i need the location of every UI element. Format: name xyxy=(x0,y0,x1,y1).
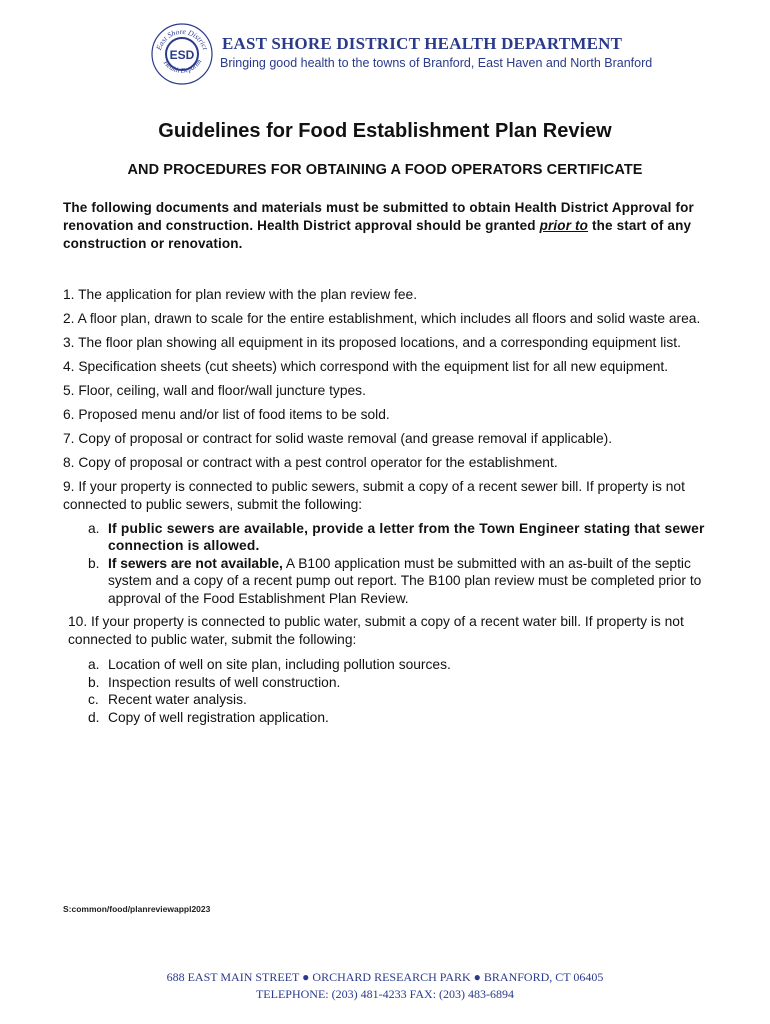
list-item-4: 4. Specification sheets (cut sheets) which correspond with the equipment list for all new equipment. xyxy=(63,359,669,374)
list-item-1: 1. The application for plan review with the plan review fee. xyxy=(63,287,418,302)
sub-item-9a xyxy=(63,520,723,555)
list-item-5: 5. Floor, ceiling, wall and floor/wall juncture types. xyxy=(63,383,366,398)
item-10-sublist xyxy=(63,656,723,726)
item-9-sublist xyxy=(63,520,723,608)
page-title: Guidelines for Food Establishment Plan Review xyxy=(158,120,612,142)
sub-marker: a. xyxy=(88,520,100,536)
list-item-9: 9. If your property is connected to public sewers, submit a copy of a recent sewer bill. If property is not connected to public sewers, submit the following: xyxy=(63,479,685,512)
list-item-7: 7. Copy of proposal or contract for solid waste removal (and grease removal if applicable). xyxy=(63,431,613,446)
svg-text:Health Department: Health Departm xyxy=(161,57,204,75)
list-item-10: 10. If your property is connected to public water, submit a copy of a recent water bill. If property is not connected to public water, submit the following: xyxy=(68,614,684,647)
health-department-seal-icon xyxy=(150,22,214,86)
intro-emphasis: prior to xyxy=(539,218,589,233)
file-reference: S:common/food/planreviewappl2023 xyxy=(63,904,211,914)
sub-item-9b xyxy=(63,555,723,608)
svg-text:East Shore District: East Shore District xyxy=(154,26,210,52)
seal-monogram: ESD xyxy=(169,48,195,62)
sub-text: If public sewers are available, provide a letter from the Town Engineer stating that sewer connection is allowed. xyxy=(108,520,705,553)
footer-address: 688 EAST MAIN STREET ● ORCHARD RESEARCH PARK ● BRANFORD, CT 06405 xyxy=(166,970,604,984)
sub-marker: a. xyxy=(88,657,100,672)
intro-text-1: The following documents and materials must be submitted to obtain Health District Approval for renovation and construction. Health District approval should be granted xyxy=(63,200,694,233)
sub-text-rest: A B100 application must be submitted with an as-built of the septic system and a copy of a recent pump out report. The B100 plan review must be completed prior to approval of the Food Establishment Plan Review. xyxy=(108,555,702,606)
sub-marker: c. xyxy=(88,692,99,707)
list-item-3: 3. The floor plan showing all equipment in its proposed locations, and a corresponding equipment list. xyxy=(63,335,681,350)
sub-text-bold: If sewers are not available, xyxy=(108,555,283,571)
sub-item-10c xyxy=(63,691,723,709)
intro-text-2: the start of any construction or renovation. xyxy=(63,218,692,251)
list-item-6: 6. Proposed menu and/or list of food items to be sold. xyxy=(63,407,390,422)
letterhead-footer xyxy=(0,969,770,1003)
sub-text: Location of well on site plan, including pollution sources. xyxy=(108,657,451,672)
sub-text: Recent water analysis. xyxy=(108,692,247,707)
sub-marker: d. xyxy=(88,709,100,725)
list-item-2: 2. A floor plan, drawn to scale for the entire establishment, which includes all floors and solid waste area. xyxy=(63,311,701,326)
sub-text: Inspection results of well construction. xyxy=(108,674,341,690)
sub-marker: b. xyxy=(88,674,100,690)
sub-marker: b. xyxy=(88,555,100,571)
sub-text: Copy of well registration application. xyxy=(108,709,329,725)
list-item-8: 8. Copy of proposal or contract with a pest control operator for the establishment. xyxy=(63,455,558,470)
org-tagline: Bringing good health to the towns of Branford, East Haven and North Branford xyxy=(220,56,653,70)
letterhead xyxy=(150,22,670,82)
page-subtitle: AND PROCEDURES FOR OBTAINING A FOOD OPERATORS CERTIFICATE xyxy=(127,162,643,178)
intro-paragraph xyxy=(63,199,713,253)
requirements-list xyxy=(63,286,723,726)
org-name: EAST SHORE DISTRICT HEALTH DEPARTMENT xyxy=(222,34,623,53)
sub-text xyxy=(108,555,723,608)
sub-item-10b xyxy=(63,674,723,692)
footer-phone: TELEPHONE: (203) 481-4233 FAX: (203) 483-6894 xyxy=(255,987,515,1001)
sub-item-10a xyxy=(63,656,723,674)
sub-item-10d xyxy=(63,709,723,727)
